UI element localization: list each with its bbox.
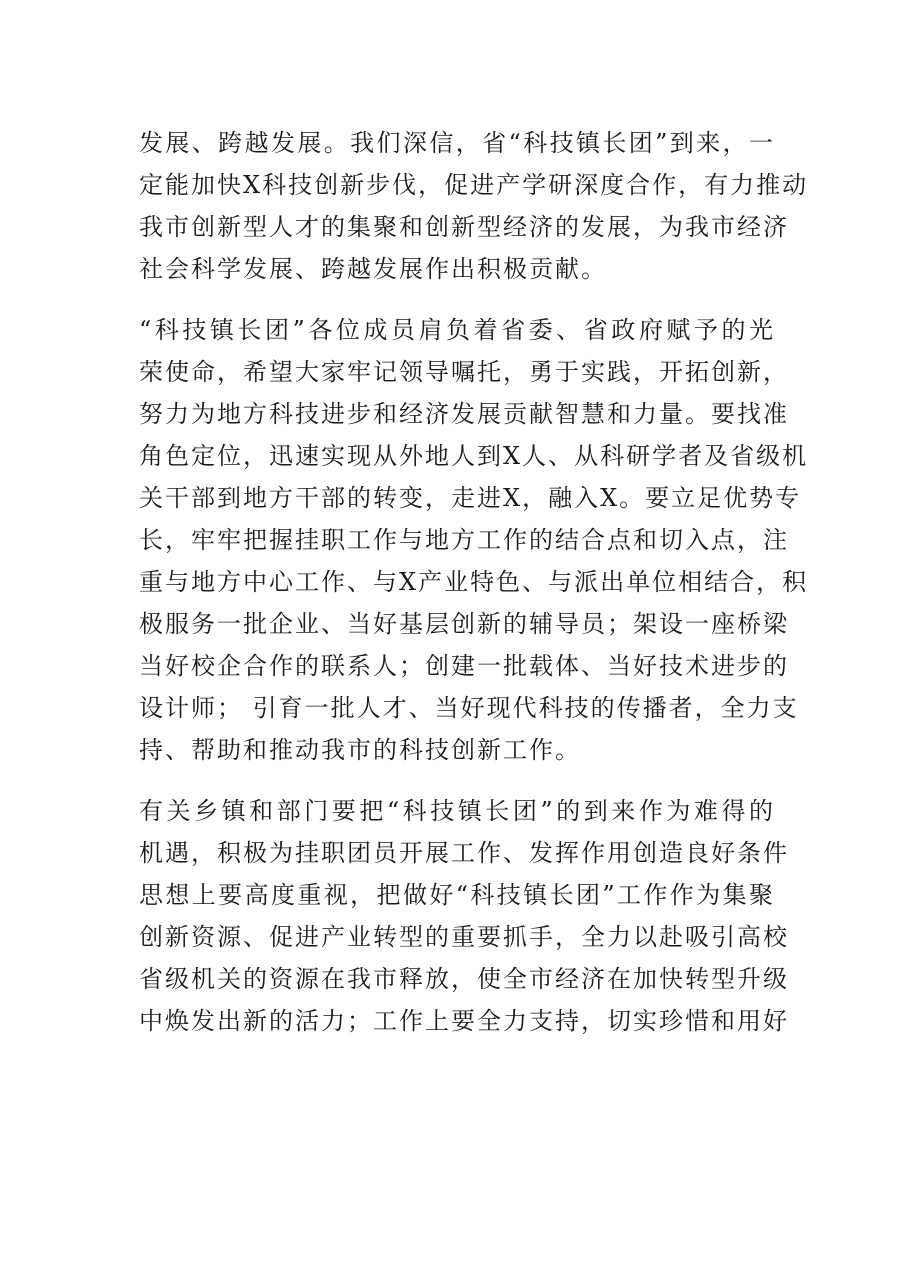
text-line: 当好校企合作的联系人；创建一批载体、当好技术进步的: [139, 652, 789, 680]
text-line: 社会科学发展、跨越发展作出积极贡献。: [139, 255, 607, 283]
text-line: “科技镇长团”各位成员肩负着省委、省政府赋予的光: [139, 316, 775, 344]
text-line: 中焕发出新的活力；工作上要全力支持，切实珍惜和用好: [139, 1007, 789, 1035]
text-line: 创新资源、促进产业转型的重要抓手，全力以赴吸引高校: [139, 923, 789, 951]
body-text: [139, 122, 809, 1042]
text-line: 我市创新型人才的集聚和创新型经济的发展，为我市经济: [139, 213, 789, 241]
paragraph-2: [139, 309, 809, 771]
paragraph-1: [139, 122, 809, 290]
text-line: 持、帮助和推动我市的科技创新工作。: [139, 736, 581, 764]
text-line: 角色定位，迅速实现从外地人到X人、从科研学者及省级机: [139, 442, 809, 470]
text-line: 极服务一批企业、当好基层创新的辅导员；架设一座桥梁: [139, 610, 789, 638]
text-line: 定能加快X科技创新步伐，促进产学研深度合作，有力推动: [139, 171, 809, 199]
text-line: 思想上要高度重视，把做好“科技镇长团”工作作为集聚: [139, 881, 775, 909]
text-line: 努力为地方科技进步和经济发展贡献智慧和力量。要找准: [139, 400, 789, 428]
text-line: 设计师； 引育一批人才、当好现代科技的传播者，全力支: [139, 694, 799, 722]
paragraph-gap: [139, 771, 775, 790]
text-line: 荣使命，希望大家牢记领导嘱托，勇于实践，开拓创新，: [139, 358, 789, 386]
text-line: 重与地方中心工作、与X产业特色、与派出单位相结合，积: [139, 568, 809, 596]
text-line: 机遇，积极为挂职团员开展工作、发挥作用创造良好条件: [139, 839, 789, 867]
text-line: 关干部到地方干部的转变，走进X，融入X。要立足优势专: [139, 484, 802, 512]
paragraph-3: [139, 790, 789, 1042]
text-line: 长，牢牢把握挂职工作与地方工作的结合点和切入点，注: [139, 526, 789, 554]
text-line: 有关乡镇和部门要把“科技镇长团”的到来作为难得的: [139, 797, 775, 825]
text-line: 发展、跨越发展。我们深信，省“科技镇长团”到来，一: [139, 129, 775, 157]
text-line: 省级机关的资源在我市释放，使全市经济在加快转型升级: [139, 965, 789, 993]
paragraph-gap: [139, 290, 775, 309]
